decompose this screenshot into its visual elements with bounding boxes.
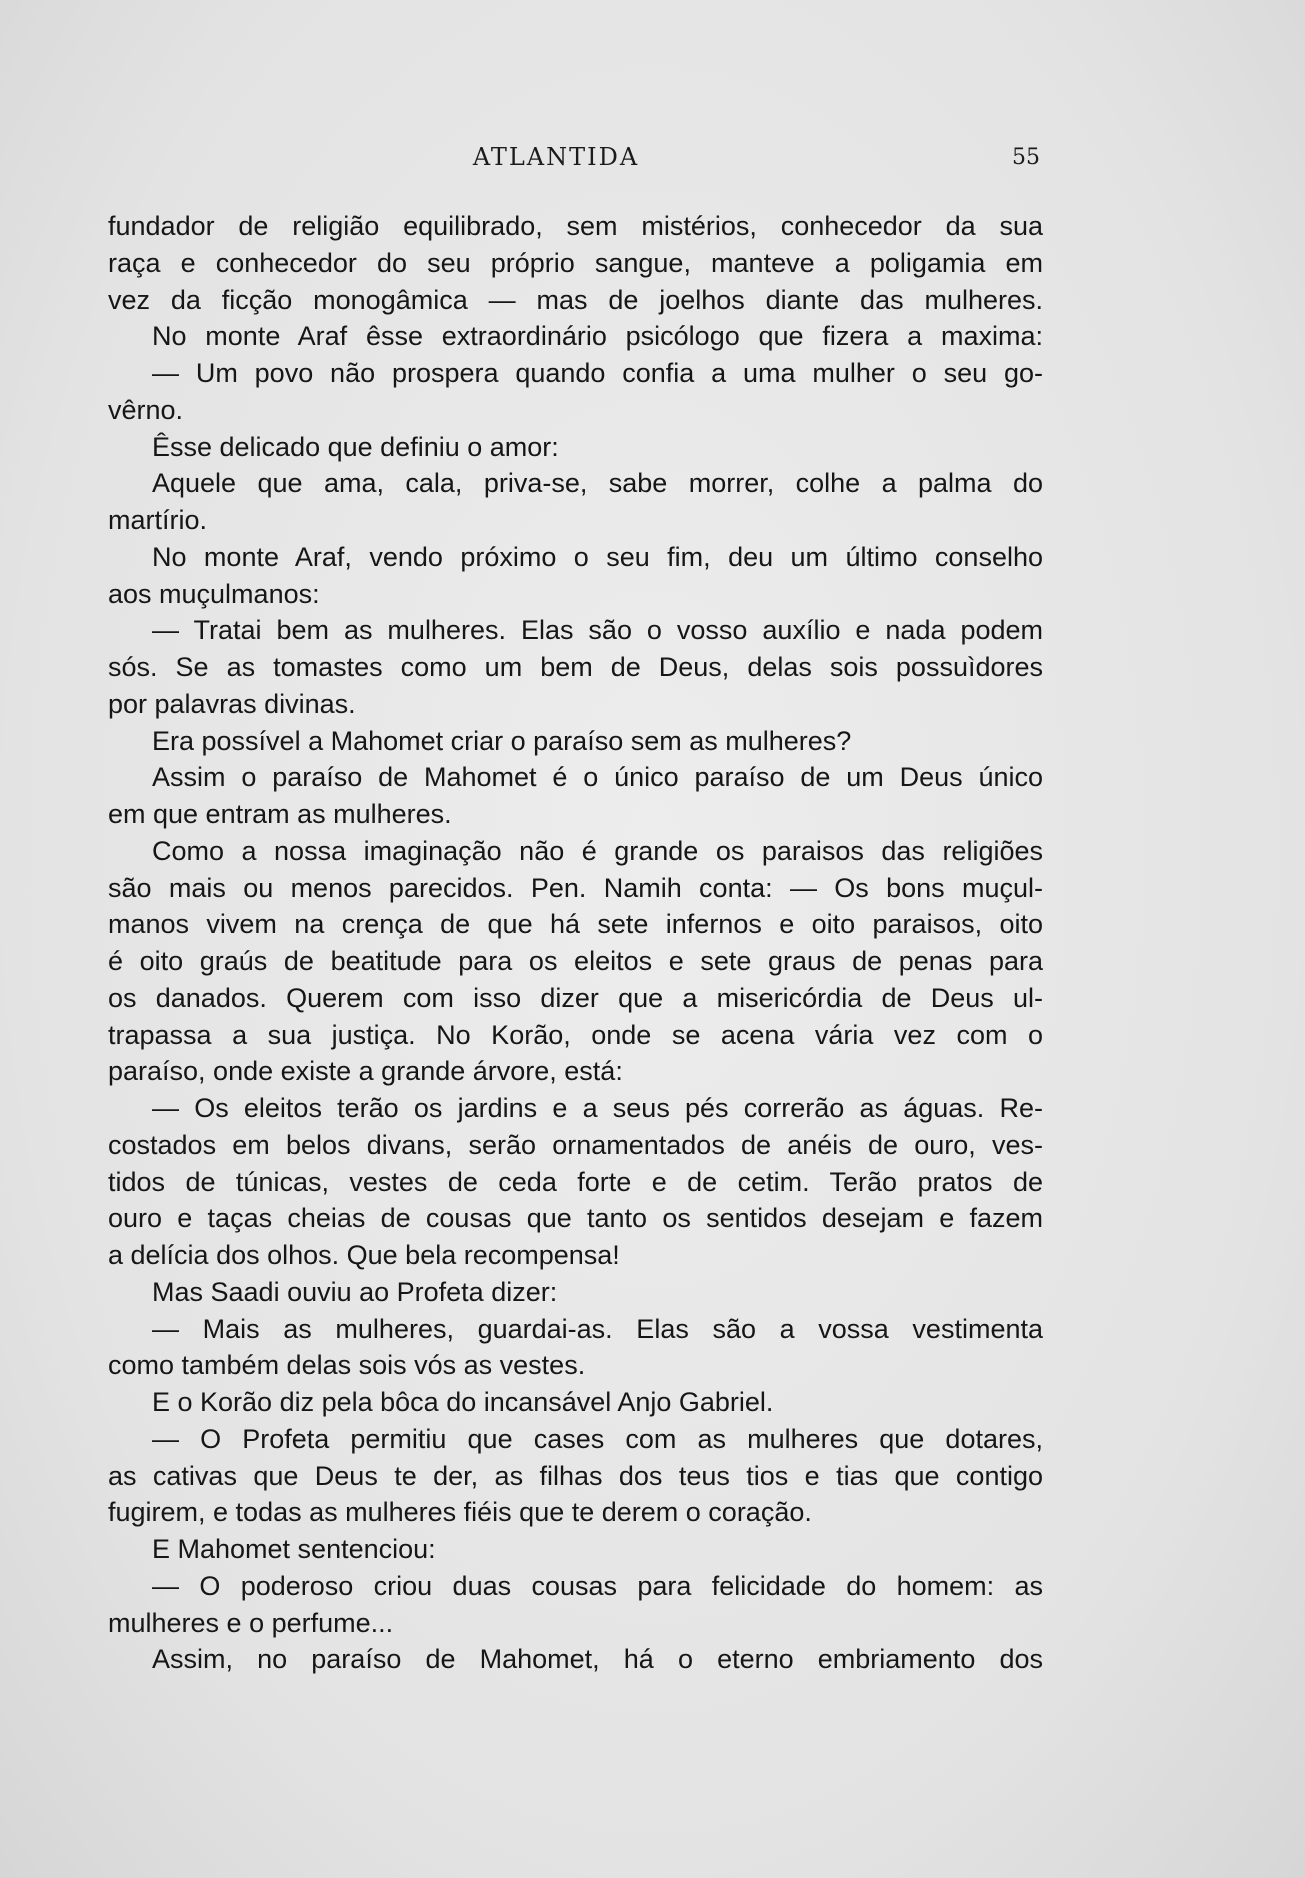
text-line: as cativas que Deus te der, as filhas dos teus tios e tias que contigo [108,1460,1043,1491]
text-line: — Um povo não prospera quando confia a uma mulher o seu go- [152,358,1043,388]
text-line: por palavras divinas. [108,688,356,719]
text-line: costados em belos divans, serão ornamentados de anéis de ouro, ves- [108,1129,1043,1160]
text-line: Êsse delicado que definiu o amor: [152,431,559,462]
text-line: trapassa a sua justiça. No Korão, onde se acena vária vez com o [108,1019,1043,1050]
text-line: E o Korão diz pela bôca do incansável Anjo Gabriel. [152,1387,774,1417]
text-line: No monte Araf, vendo próximo o seu fim, deu um último conselho [152,541,1043,572]
text-line: manos vivem na crença de que há sete infernos e oito paraisos, oito [108,909,1043,940]
page-number: 55 [1012,145,1040,170]
text-line: fugirem, e todas as mulheres fiéis que te derem o coração. [108,1497,812,1528]
text-line: os danados. Querem com isso dizer que a misericórdia de Deus ul- [108,982,1043,1013]
text-line: tidos de túnicas, vestes de ceda forte e de cetim. Terão pratos de [108,1166,1043,1197]
text-line: mulheres e o perfume... [108,1607,394,1638]
text-line: Assim, no paraíso de Mahomet, há o eterno embriamento dos [152,1644,1043,1675]
body-text [108,208,1043,1678]
text-line: é oito graús de beatitude para os eleitos e sete graus de penas para [108,946,1043,976]
text-line: Mas Saadi ouviu ao Profeta dizer: [152,1276,558,1307]
text-line: — O poderoso criou duas cousas para felicidade do homem: as [152,1570,1043,1601]
text-line: vêrno. [108,394,184,425]
text-line: aos muçulmanos: [108,578,320,609]
text-line: ouro e taças cheias de cousas que tanto os sentidos desejam e fazem [108,1203,1043,1234]
text-line: em que entram as mulheres. [108,799,452,829]
text-line: sós. Se as tomastes como um bem de Deus, delas sois possuìdores [108,652,1043,682]
page-header [112,143,1040,177]
text-line: Como a nossa imaginação não é grande os paraisos das religiões [152,835,1043,866]
text-line: vez da ficção monogâmica — mas de joelhos diante das mulheres. [108,284,1043,315]
text-line: Aquele que ama, cala, priva-se, sabe morrer, colhe a palma do [152,468,1043,499]
text-line: são mais ou menos parecidos. Pen. Namih conta: — Os bons muçul- [108,872,1043,903]
text-line: — O Profeta permitiu que cases com as mulheres que dotares, [152,1423,1043,1454]
text-line: No monte Araf êsse extraordinário psicólogo que fizera a maxima: [152,321,1043,352]
text-line: — Os eleitos terão os jardins e a seus pés correrão as águas. Re- [152,1093,1043,1123]
text-line: martírio. [108,505,208,535]
text-line: paraíso, onde existe a grande árvore, está: [108,1056,623,1087]
text-line: a delícia dos olhos. Que bela recompensa! [108,1240,620,1270]
text-line: fundador de religião equilibrado, sem mistérios, conhecedor da sua [108,211,1043,241]
text-line: como também delas sois vós as vestes. [108,1350,586,1381]
text-line: — Tratai bem as mulheres. Elas são o vosso auxílio e nada podem [152,615,1043,646]
text-line: — Mais as mulheres, guardai-as. Elas são a vossa vestimenta [152,1313,1043,1344]
text-line: Assim o paraíso de Mahomet é o único paraíso de um Deus único [152,762,1043,793]
running-title: ATLANTIDA [472,143,640,171]
text-line: E Mahomet sentenciou: [152,1534,436,1564]
text-line: Era possível a Mahomet criar o paraíso sem as mulheres? [152,725,852,756]
text-line: raça e conhecedor do seu próprio sangue, manteve a poligamia em [108,247,1043,278]
